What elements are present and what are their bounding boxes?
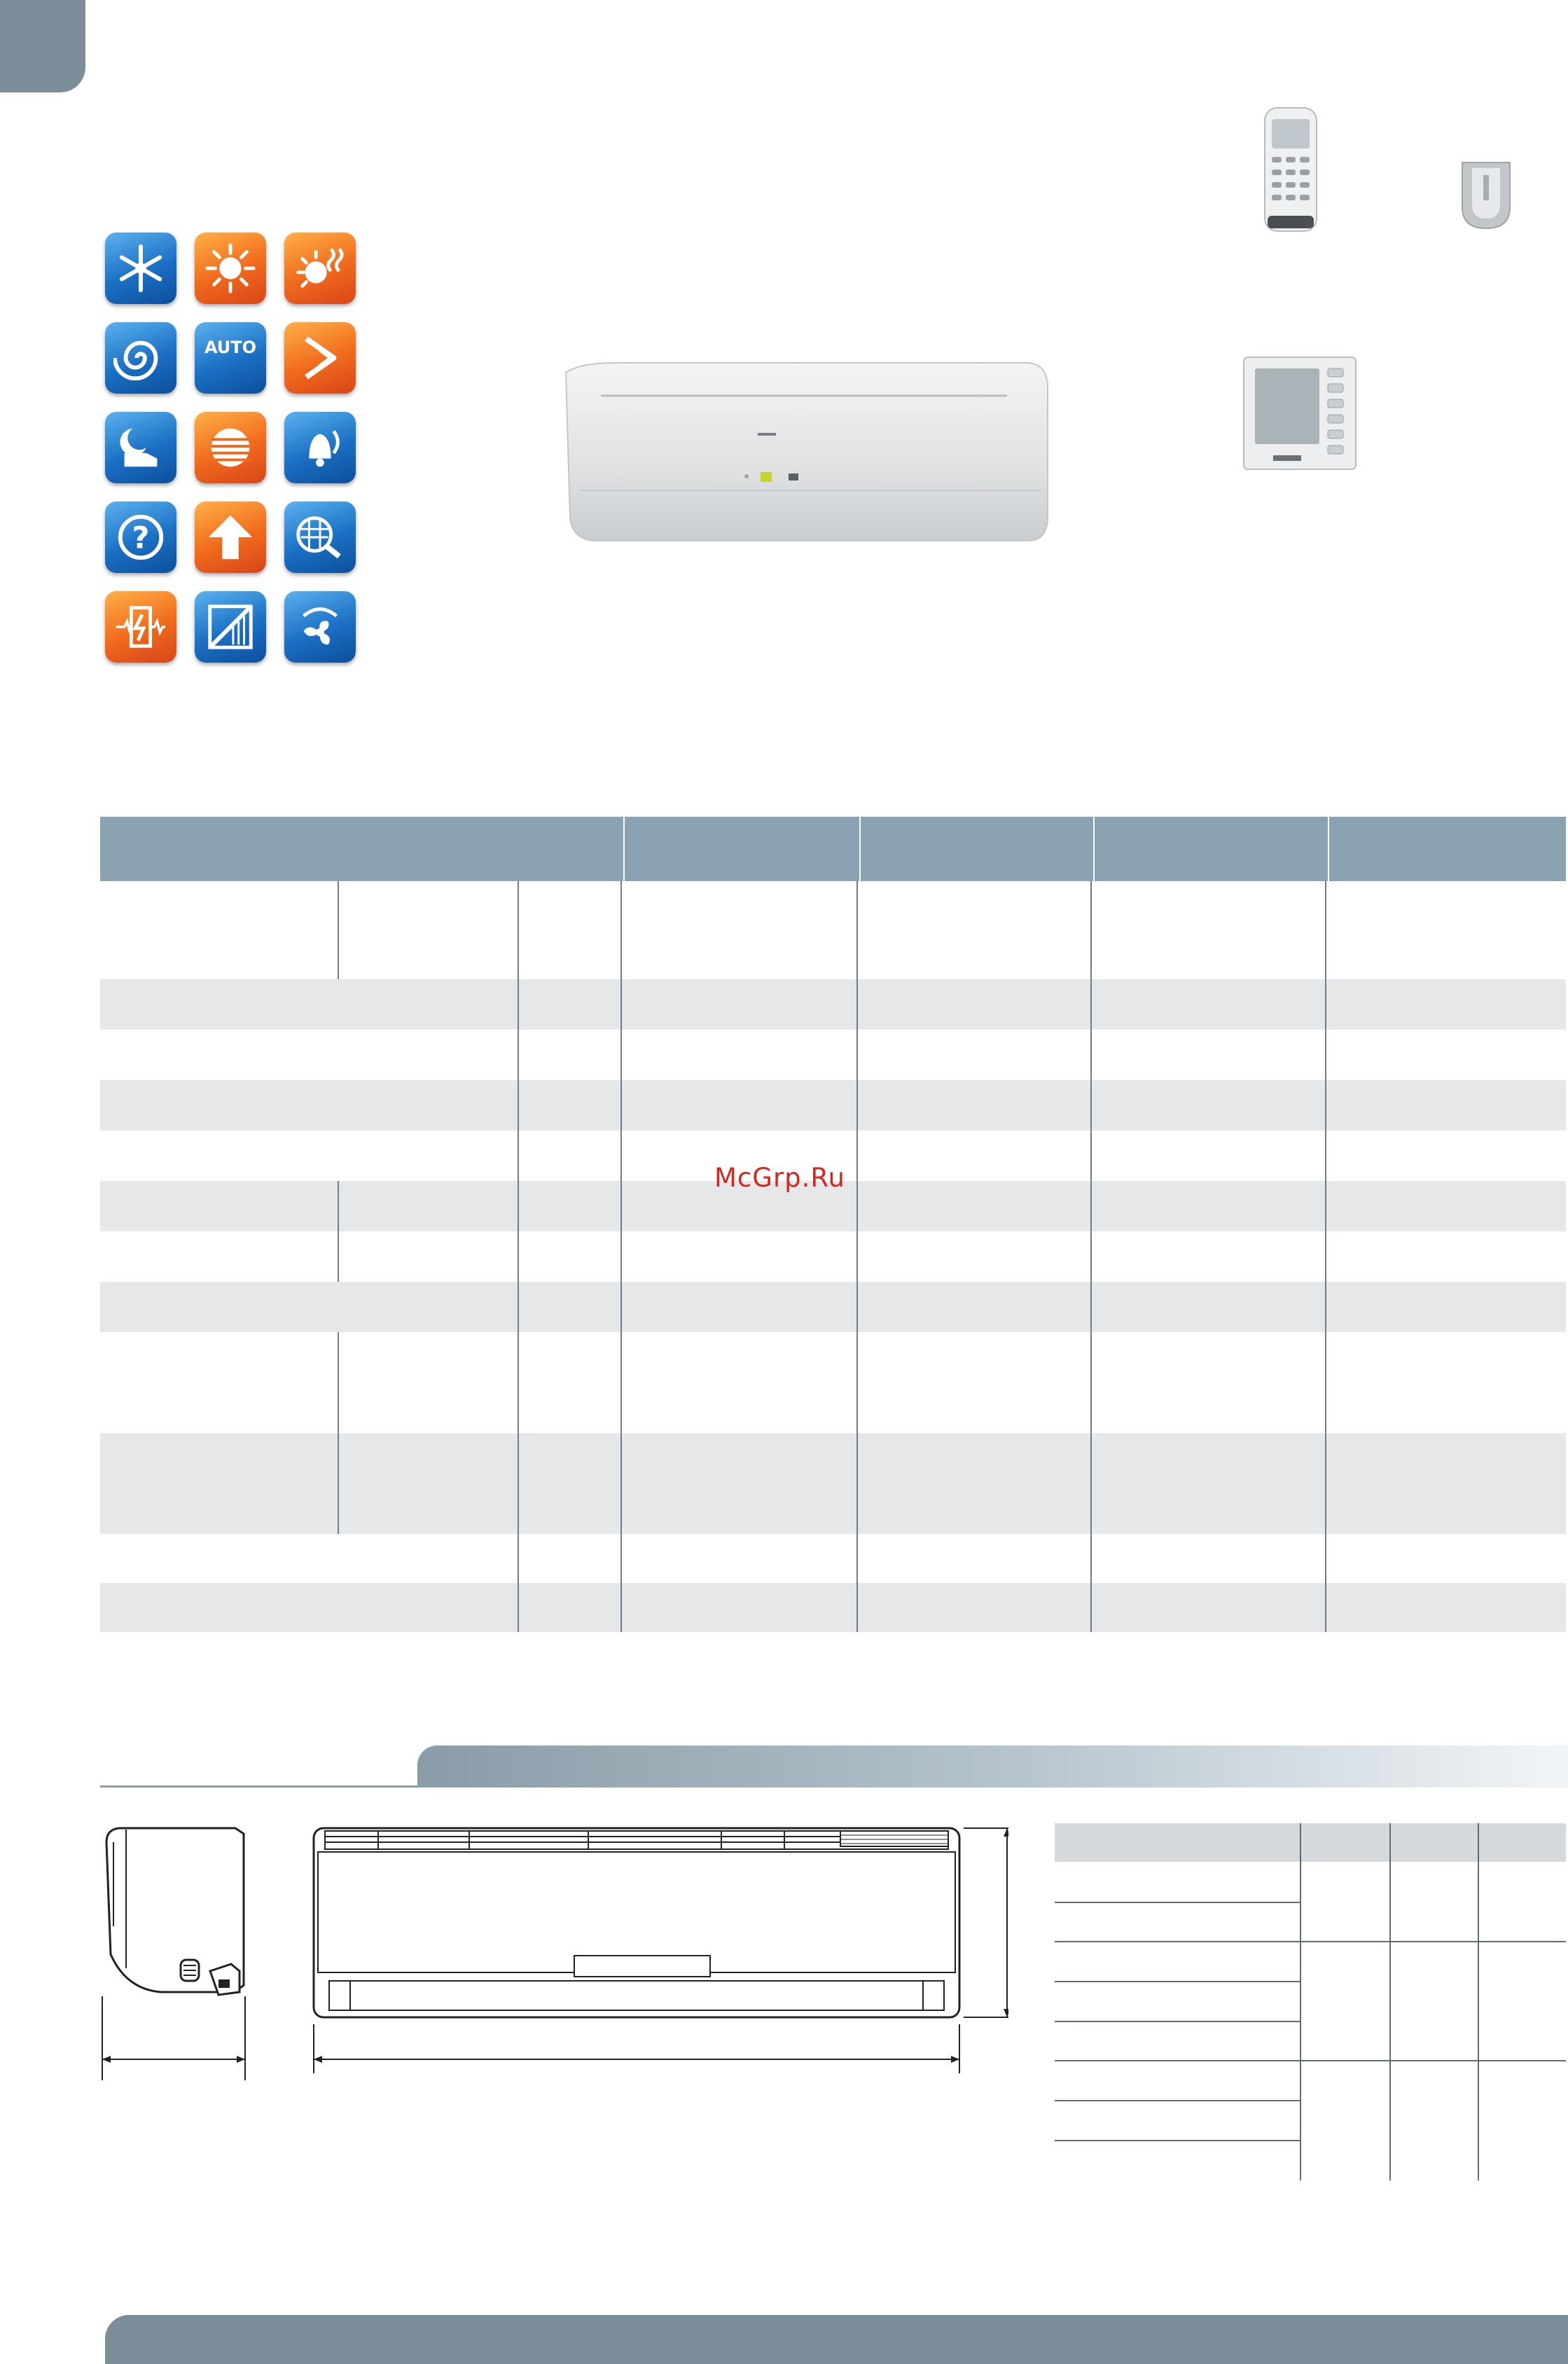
table-row: [100, 1583, 1566, 1632]
front-view-drawing: [308, 1821, 1008, 2080]
heating-sun-wave-icon: [284, 233, 356, 304]
sleep-mode-icon: [105, 412, 176, 483]
column-divider: [1090, 881, 1092, 1632]
column-divider: [856, 881, 858, 1632]
row-divider: [1055, 2060, 1566, 2061]
column-divider: [1478, 1823, 1479, 2180]
table-row: [100, 1231, 1566, 1282]
column-divider: [338, 881, 339, 979]
page-corner-tab: [0, 0, 85, 92]
row-divider: [1055, 1981, 1300, 1982]
dimensions-section-banner: [417, 1746, 1568, 1788]
remote-control-illustration: [1262, 106, 1319, 233]
side-view-drawing: [98, 1821, 256, 2080]
column-divider: [1325, 881, 1326, 1632]
column-divider: [620, 881, 622, 1632]
table-row: [100, 1433, 1566, 1534]
header-divider: [623, 817, 625, 881]
column-divider: [338, 1181, 339, 1282]
fan-airflow-icon: [284, 591, 356, 663]
table-row: [100, 1534, 1566, 1583]
remote-holder-illustration: [1457, 158, 1515, 233]
anti-frost-heat-icon: [195, 412, 266, 483]
column-divider: [1389, 1823, 1391, 2180]
table-row: [100, 881, 1566, 979]
page-footer-bar: [105, 2315, 1568, 2364]
svg-text:?: ?: [132, 520, 150, 556]
spec-table: [100, 817, 1566, 1632]
row-divider: [1055, 1941, 1566, 1942]
table-row: [100, 1030, 1566, 1080]
row-divider: [1055, 2021, 1300, 2022]
auto-mode-label: AUTO: [204, 338, 257, 357]
row-divider: [1055, 2100, 1300, 2101]
power-surge-protection-icon: [105, 591, 176, 663]
table-row: [100, 1080, 1566, 1131]
dimensions-section-rule: [100, 1785, 419, 1788]
heating-sun-icon: [195, 233, 266, 304]
swing-airflow-icon: [284, 322, 356, 394]
header-divider: [859, 817, 861, 881]
dimension-table: [1055, 1823, 1566, 2186]
column-divider: [338, 1332, 339, 1534]
table-row: [100, 1332, 1566, 1433]
air-filter-fan-icon: [284, 502, 356, 573]
header-divider: [1093, 817, 1095, 881]
auto-mode-icon: [195, 322, 266, 394]
dry-swirl-icon: [105, 322, 176, 394]
quiet-bell-icon: [284, 412, 356, 483]
watermark-text: McGrp.Ru: [714, 1163, 845, 1193]
dimension-table-header: [1055, 1823, 1566, 1862]
self-diagnosis-icon: [105, 502, 176, 573]
column-divider: [1300, 1823, 1301, 2180]
table-row: [100, 979, 1566, 1030]
header-divider: [1328, 817, 1329, 881]
anti-corrosion-fin-icon: [195, 591, 266, 663]
row-divider: [1055, 2140, 1300, 2141]
wired-controller-illustration: [1241, 354, 1359, 472]
cooling-snowflake-icon: [105, 233, 176, 304]
spec-table-header: [100, 817, 1566, 881]
power-up-arrow-icon: [195, 502, 266, 573]
column-divider: [518, 881, 519, 1632]
indoor-unit-illustration: [552, 357, 1050, 548]
table-row: [100, 1282, 1566, 1332]
row-divider: [1055, 1902, 1300, 1903]
